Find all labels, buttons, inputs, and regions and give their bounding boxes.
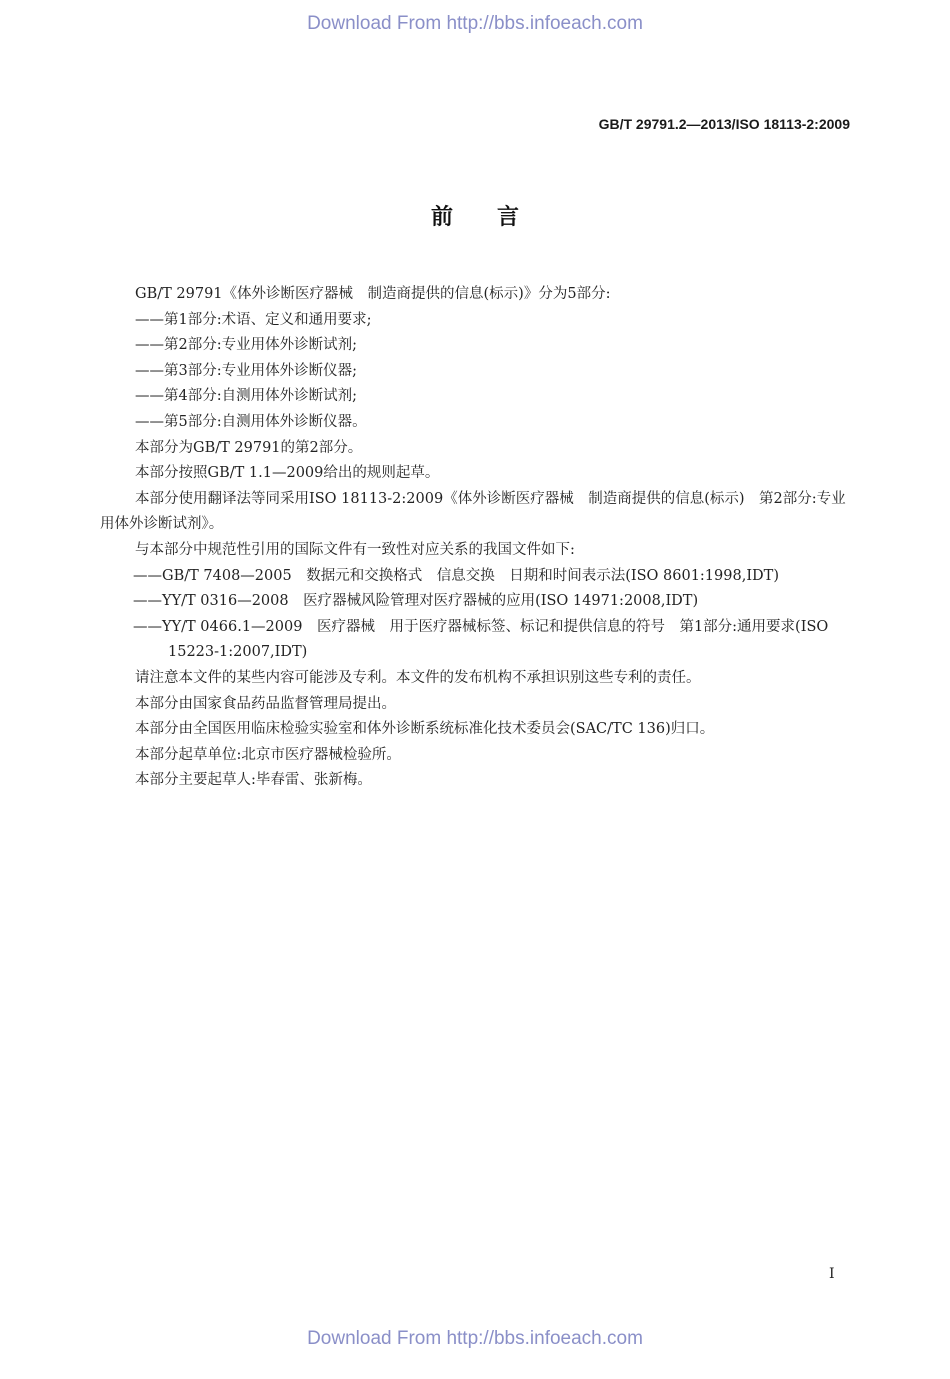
patent-notice: 请注意本文件的某些内容可能涉及专利。本文件的发布机构不承担识别这些专利的责任。 (135, 669, 701, 686)
intro-paragraph: GB/T 29791《体外诊断医疗器械 制造商提供的信息(标示)》分为5部分: (135, 286, 611, 302)
correspondence-item: ——YY/T 0466.1—2009 医疗器械 用于医疗器械标签、标记和提供信息的符号 第1部分:通用要求(ISO 15223-1:2007,IDT) (133, 618, 829, 661)
adoption-paragraph: 本部分使用翻译法等同采用ISO 18113-2:2009《体外诊断医疗器械 制造商提供的信息(标示) 第2部分:专业用体外诊断试剂》。 (100, 490, 846, 533)
drafting-rule-paragraph: 本部分按照GB/T 1.1—2009给出的规则起草。 (135, 465, 440, 482)
drafters-paragraph: 本部分主要起草人:毕春雷、张新梅。 (135, 772, 372, 789)
drafting-unit-paragraph: 本部分起草单位:北京市医疗器械检验所。 (135, 746, 401, 763)
page-number: I (829, 1266, 835, 1282)
part-item: ——第4部分:自测用体外诊断试剂; (135, 388, 357, 405)
part-item: ——第2部分:专业用体外诊断试剂; (135, 337, 357, 354)
part-item: ——第3部分:专业用体外诊断仪器; (135, 362, 357, 379)
foreword-body (100, 282, 852, 794)
watermark-top-link[interactable]: Download From http://bbs.infoeach.com (307, 13, 643, 34)
proposer-paragraph: 本部分由国家食品药品监督管理局提出。 (135, 695, 396, 712)
correspondence-intro: 与本部分中规范性引用的国际文件有一致性对应关系的我国文件如下: (135, 541, 575, 558)
part-item: ——第1部分:术语、定义和通用要求; (135, 311, 372, 328)
page-title: 前言 (430, 204, 563, 230)
this-part-paragraph: 本部分为GB/T 29791的第2部分。 (135, 439, 363, 456)
centralized-paragraph: 本部分由全国医用临床检验实验室和体外诊断系统标准化技术委员会(SAC/TC 136)归口。 (135, 721, 715, 738)
standard-code: GB/T 29791.2—2013/ISO 18113-2:2009 (598, 116, 850, 132)
correspondence-item: ——YY/T 0316—2008 医疗器械风险管理对医疗器械的应用(ISO 14971:2008,IDT) (133, 593, 699, 610)
correspondence-item: ——GB/T 7408—2005 数据元和交换格式 信息交换 日期和时间表示法(ISO 8601:1998,IDT) (133, 567, 779, 584)
part-item: ——第5部分:自测用体外诊断仪器。 (135, 413, 367, 430)
watermark-bottom-link[interactable]: Download From http://bbs.infoeach.com (307, 1328, 643, 1349)
